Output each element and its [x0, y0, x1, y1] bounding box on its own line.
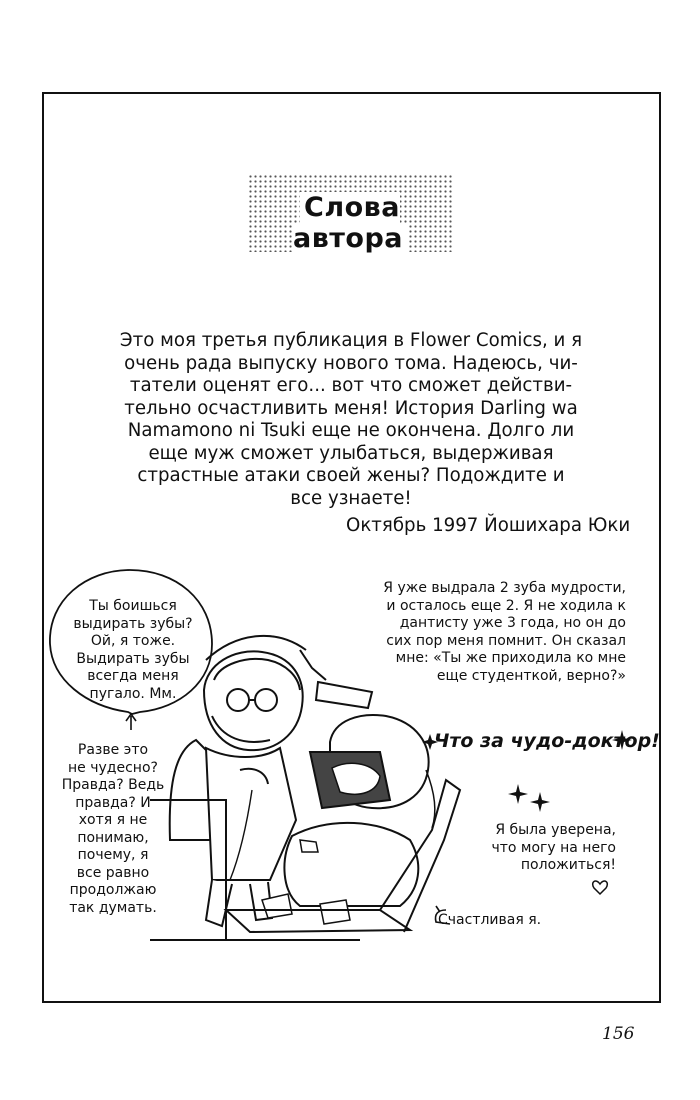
- bubble-line: Выдирать зубы: [76, 650, 190, 667]
- exclamation-text: Что за чудо-доктор!: [434, 730, 660, 752]
- arrow-up-icon: [126, 714, 136, 730]
- page-title: Слова автора: [248, 192, 452, 254]
- left-note: [58, 742, 168, 917]
- page-number: 156: [602, 1024, 635, 1044]
- note-line: хотя я не: [78, 812, 148, 828]
- bubble-line: Ой, я тоже.: [90, 633, 176, 649]
- note-line: понимаю,: [77, 829, 149, 846]
- note-line: Я уже выдрала 2 зуба мудрости,: [383, 580, 626, 596]
- body-line: еще муж сможет улыбаться, выдерживая: [148, 442, 554, 464]
- note-line: правда? И: [75, 794, 151, 811]
- note-line: еще студенткой, верно?»: [436, 667, 626, 684]
- note-line: так думать.: [69, 899, 157, 916]
- happy-me-label: Счастливая я.: [438, 912, 542, 928]
- body-line: очень рада выпуску нового тома. Надеюсь, чи-: [124, 352, 578, 374]
- right-note: [452, 822, 616, 875]
- body-line: Namamono ni Tsuki еще не окончена. Долго ли: [127, 420, 575, 441]
- note-line: положиться!: [520, 857, 616, 873]
- bubble-line: всегда меня: [87, 668, 179, 684]
- heart-icon: [593, 881, 608, 894]
- sparkle-icon: [530, 792, 550, 812]
- note-line: почему, я: [77, 847, 149, 863]
- body-line: татели оценят его... вот что сможет действи-: [129, 375, 573, 396]
- body-line: Это моя третья публикация в Flower Comics, и я: [119, 330, 583, 351]
- note-line: Разве это: [77, 742, 149, 758]
- note-line: что могу на него: [491, 839, 616, 856]
- body-line: все узнаете!: [290, 487, 412, 509]
- note-line: все равно: [76, 864, 150, 881]
- bubble-line: Ты боишься: [89, 598, 177, 614]
- note-line: не чудесно?: [68, 759, 158, 776]
- speech-bubble-text: [58, 598, 208, 703]
- note-line: Я была уверена,: [495, 822, 616, 838]
- signature: Октябрь 1997 Йошихара Юки: [346, 515, 631, 536]
- bubble-line: выдирать зубы?: [73, 615, 193, 632]
- note-line: и осталось еще 2. Я не ходила к: [386, 597, 626, 614]
- note-line: дантисту уже 3 года, но он до: [399, 615, 626, 631]
- top-right-note: [318, 580, 626, 685]
- note-line: продолжаю: [69, 882, 157, 898]
- bubble-line: пугало. Мм.: [89, 685, 177, 702]
- note-line: сих пор меня помнит. Он сказал: [386, 632, 626, 649]
- note-line: мне: «Ты же приходила ко мне: [395, 650, 626, 666]
- body-line: страстные атаки своей жены? Подождите и: [137, 465, 565, 486]
- body-line: тельно осчастливить меня! История Darling wa: [124, 397, 578, 419]
- note-line: Правда? Ведь: [61, 777, 165, 793]
- sparkle-icon: [508, 784, 528, 804]
